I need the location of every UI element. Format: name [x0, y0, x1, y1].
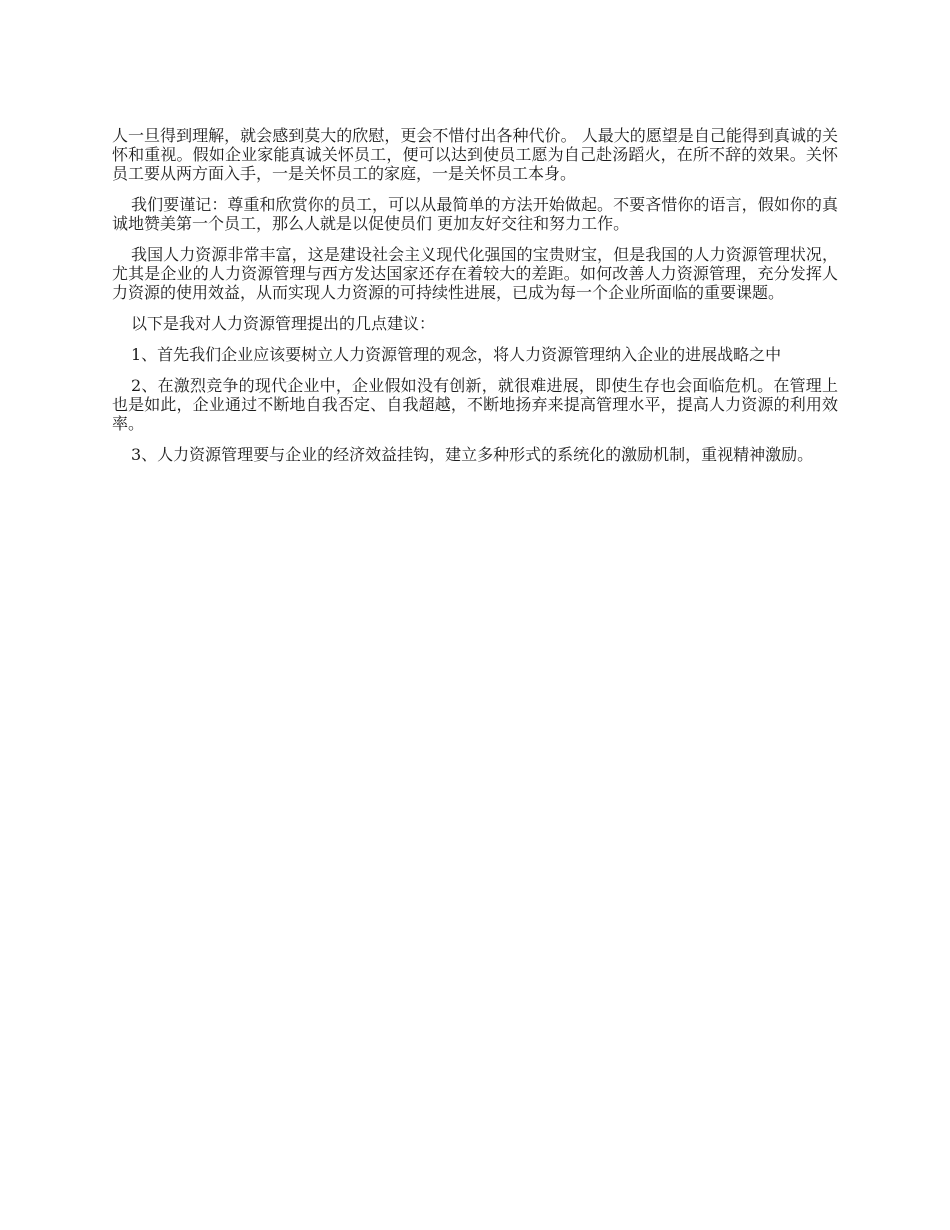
paragraph-suggestion-2: 2、在激烈竞争的现代企业中，企业假如没有创新，就很难进展，即使生存也会面临危机。在管理上也是如此，企业通过不断地自我否定、自我超越，不断地扬弃来提高管理水平，提高人力资源的利用效率。 — [112, 376, 838, 433]
paragraph-care-for-employees: 人一旦得到理解，就会感到莫大的欣慰，更会不惜付出各种代价。 人最大的愿望是自己能得到真诚的关怀和重视。假如企业家能真诚关怀员工，便可以达到使员工愿为自己赴汤蹈火，在所不辞的效果。关怀员工要从两方面入手，一是关怀员工的家庭，一是关怀员工本身。 — [112, 126, 838, 183]
paragraph-suggestions-intro: 以下是我对人力资源管理提出的几点建议： — [131, 314, 436, 333]
paragraph-hr-status: 我国人力资源非常丰富，这是建设社会主义现代化强国的宝贵财宝，但是我国的人力资源管理状况，尤其是企业的人力资源管理与西方发达国家还存在着较大的差距。如何改善人力资源管理，充分发挥人力资源的使用效益，从而实现人力资源的可持续性进展，已成为每一个企业所面临的重要课题。 — [112, 245, 838, 302]
paragraph-suggestion-3: 3、人力资源管理要与企业的经济效益挂钩，建立多种形式的系统化的激励机制，重视精神激励。 — [131, 445, 814, 464]
paragraph-suggestion-1: 1、首先我们企业应该要树立人力资源管理的观念，将人力资源管理纳入企业的进展战略之中 — [131, 345, 782, 364]
document-body — [112, 126, 838, 476]
paragraph-respect-employees: 我们要谨记：尊重和欣赏你的员工，可以从最简单的方法开始做起。不要吝惜你的语言，假如你的真诚地赞美第一个员工，那么人就是以促使员们 更加友好交往和努力工作。 — [112, 195, 838, 233]
